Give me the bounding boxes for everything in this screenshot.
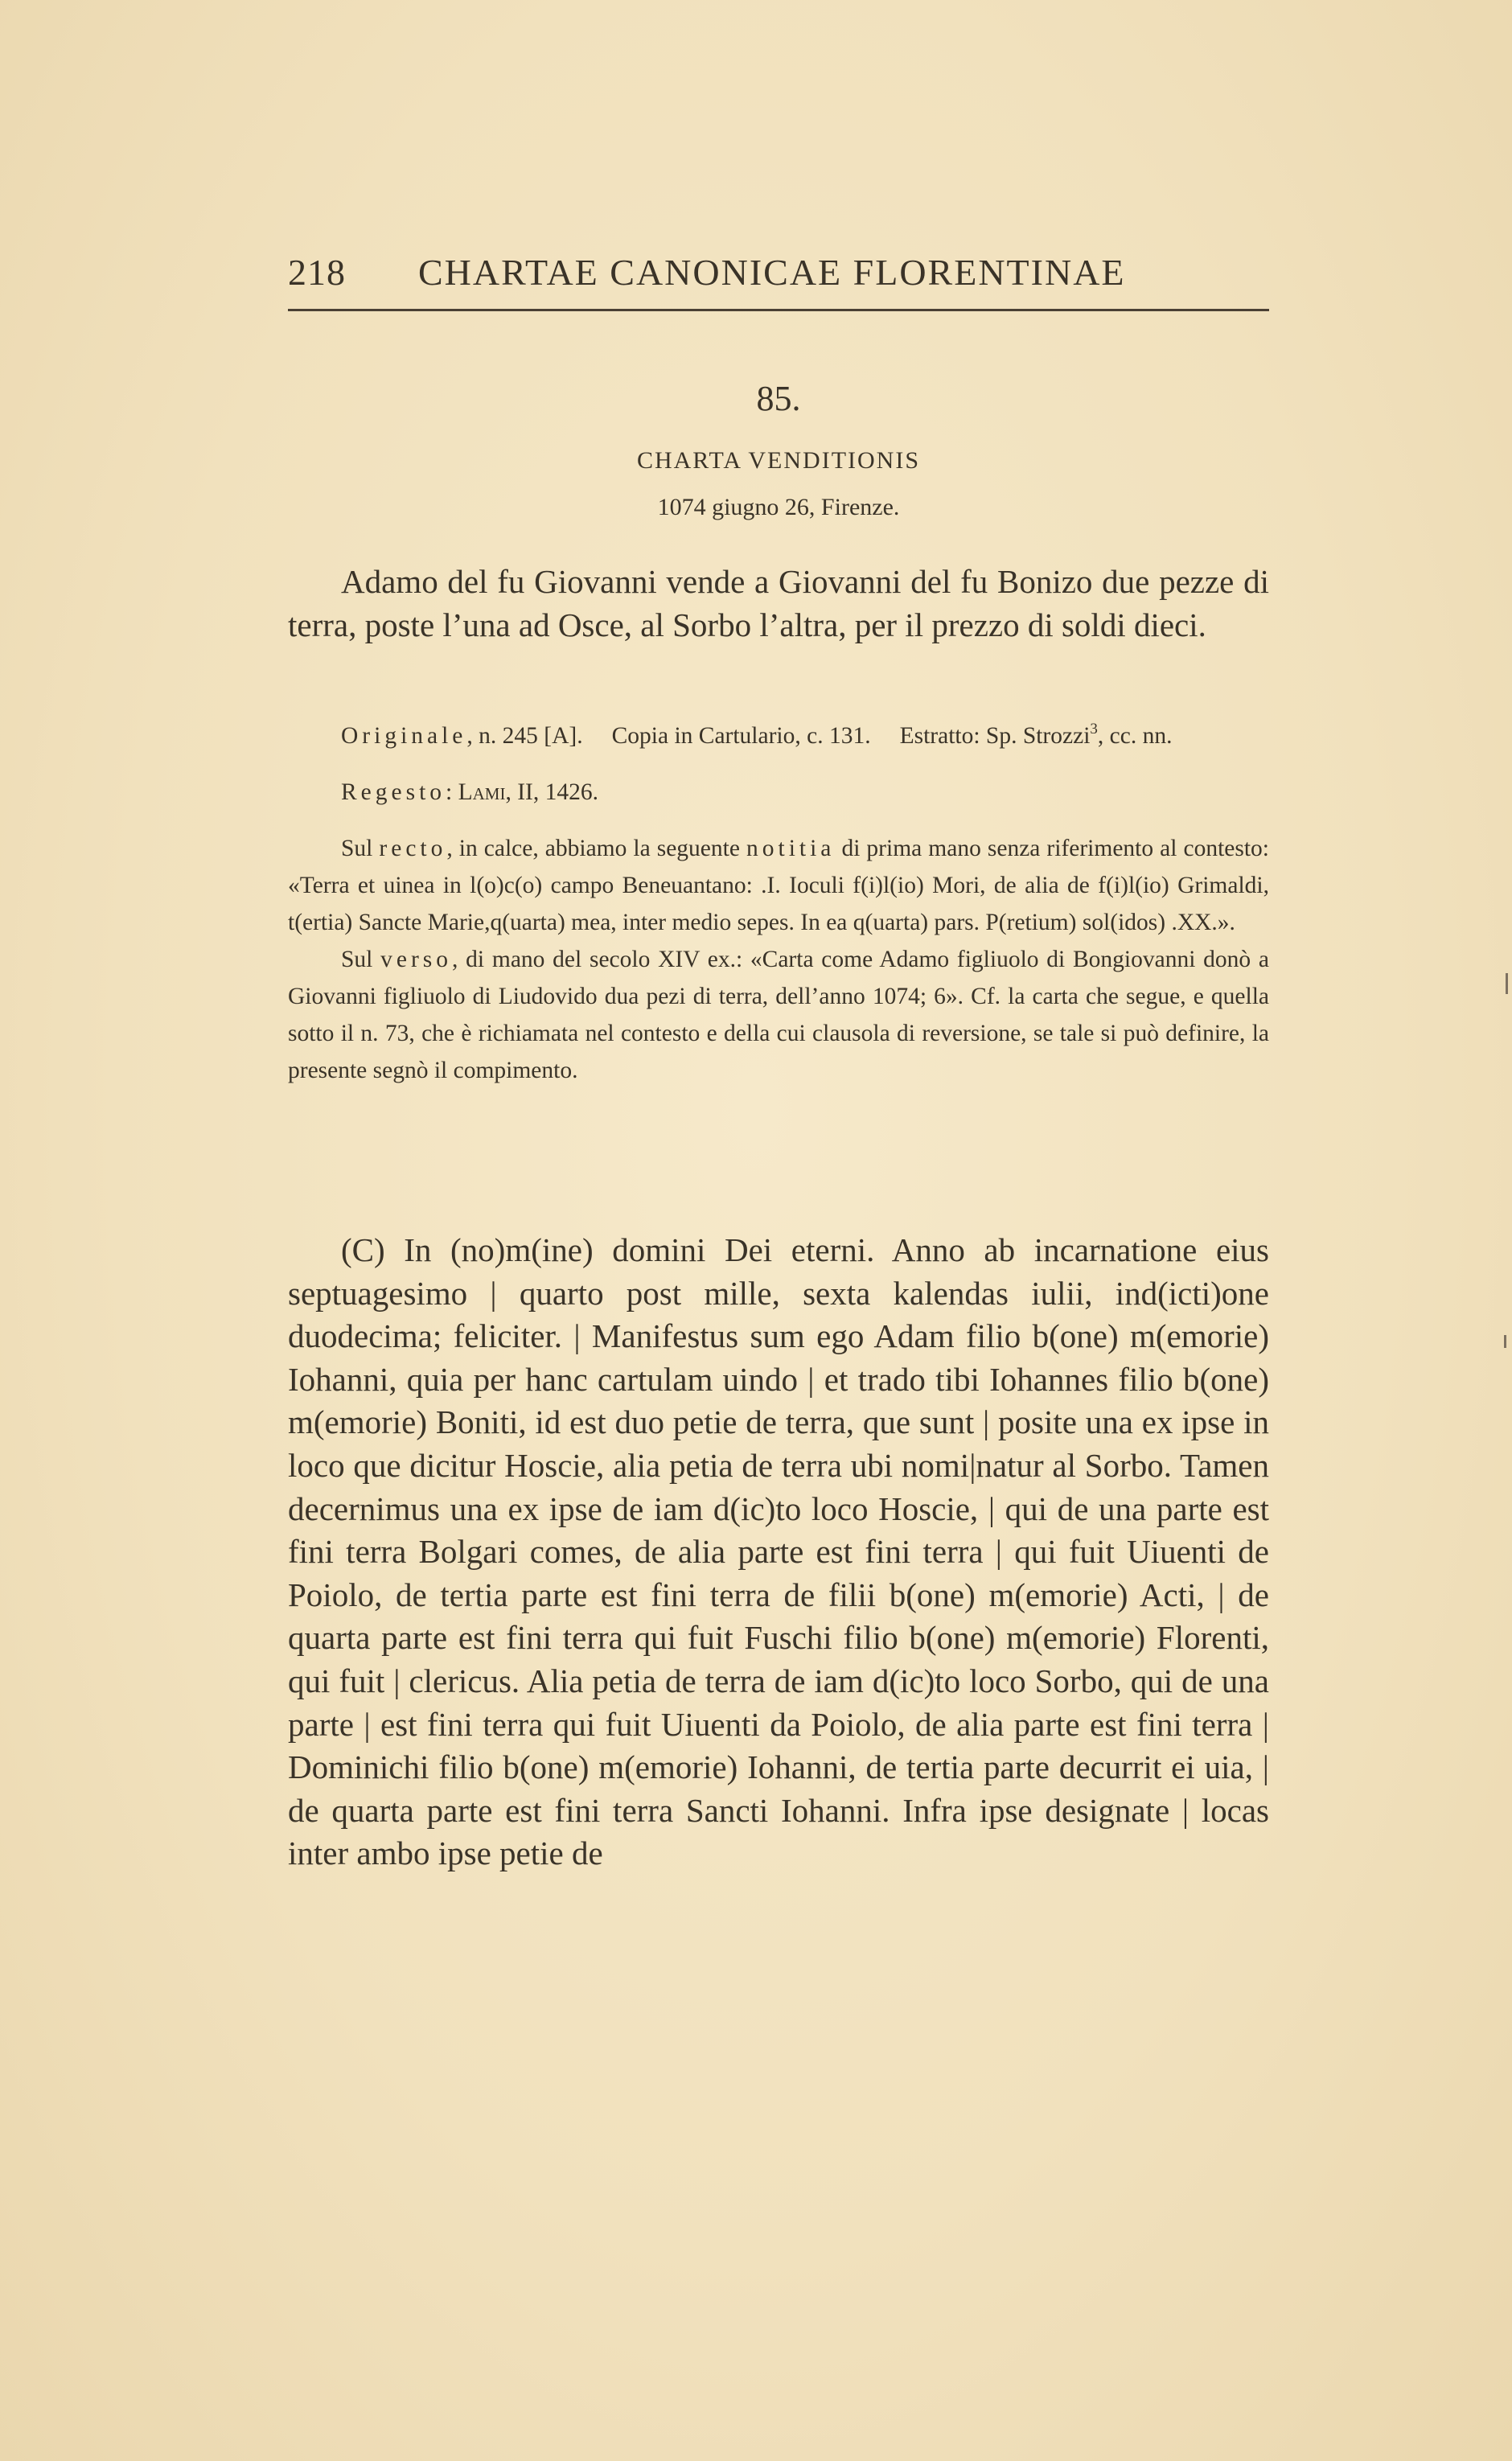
copia-text: Copia in Cartulario, c. 131. xyxy=(611,723,871,749)
verso-text: , di mano del secolo XIV ex.: «Carta come Adamo figliuolo di Bongiovanni donò a Giovanni figliuolo di Liudovido dua pezi di terra, dell’anno 1074; 6». Cf. la carta che segue, e quella sotto il n. 73, che è richiamata nel contesto e della cui clausola di reversione, se tale si può definire, la presente segnò il compimento. xyxy=(288,947,1270,1083)
document-abstract: Adamo del fu Giovanni vende a Giovanni del fu Bonizo due pezze di terra, poste l’una ad Osce, al Sorbo l’altra, per il prezzo di soldi dieci. xyxy=(288,563,1269,643)
margin-mark xyxy=(1504,1335,1506,1348)
regesto-text: , II, 1426. xyxy=(505,779,599,805)
running-title: CHARTAE CANONICAE FLORENTINAE xyxy=(418,252,1126,293)
verso-note xyxy=(288,941,1269,1089)
verso-intro: Sul xyxy=(341,947,373,972)
regesto-colon: : xyxy=(446,779,453,805)
notitia-word: notitia xyxy=(746,836,836,861)
estratto-superscript: 3 xyxy=(1090,721,1098,737)
book-page xyxy=(288,225,1269,2284)
originale-text: , n. 245 [A]. xyxy=(466,723,583,749)
margin-mark xyxy=(1506,973,1508,994)
recto-intro: Sul xyxy=(341,836,373,861)
document-number: 85. xyxy=(756,379,801,418)
regesto-label: Regesto xyxy=(341,779,446,805)
estratto-text: Estratto: Sp. Strozzi xyxy=(899,723,1091,749)
regesto-note xyxy=(288,774,1269,811)
critical-notes xyxy=(288,717,1269,1089)
charter-transcription: (C) In (no)m(ine) domini Dei eterni. Anno ab incarnatione eius septuagesimo | quarto post mille, sexta kalendas iulii, ind(icti)one duodecima; feliciter. | Manifestus sum ego Adam filio b(one) m(emorie) Iohanni, quia per hanc cartulam uindo | et trado tibi Iohannes filio b(one) m(emorie) Boniti, id est duo petie de terra, que sunt | posite una ex ipse in loco que dicitur Hoscie, alia petia de terra ubi nomi|natur al Sorbo. Tamen decernimus una ex ipse de iam d(ic)to loco Hoscie, | qui de una parte est fini terra Bolgari comes, de alia parte est fini terra | qui fuit Uiuenti de Poiolo, de tertia parte est fini terra de filii b(one) m(emorie) Acti, | de quarta parte est fini terra qui fuit Fuschi filio b(one) m(emorie) Florenti, qui fuit | clericus. Alia petia de terra de iam d(ic)to loco Sorbo, qui de una parte | est fini terra qui fuit Uiuenti da Poiolo, de alia parte est fini terra | Dominichi filio b(one) m(emorie) Iohanni, de tertia parte decurrit ei uia, | de quarta parte est fini terra Sancti Iohanni. Infra ipse designate | locas inter ambo ipse petie de xyxy=(288,1231,1269,1872)
regesto-author: Lami xyxy=(458,779,506,805)
document-date-place: 1074 giugno 26, Firenze. xyxy=(657,494,900,520)
recto-text: di prima mano senza riferimento al contesto: «Terra et uinea in l(o)c(o) campo Beneuantano: .I. Ioculi f(i)l(io) Mori, de alia de f(i)l(io) Grimaldi, t(ertia) Sancte Marie,q(uarta) mea, inter medio sepes. In ea q(uarta) pars. P(retium) sol(idos) .XX.». xyxy=(288,836,1270,935)
recto-note xyxy=(288,830,1269,941)
tradition-note xyxy=(288,717,1269,754)
recto-mid: , in calce, abbiamo la seguente xyxy=(446,836,740,861)
originale-label: Originale xyxy=(341,723,467,749)
page-number: 218 xyxy=(288,252,346,293)
document-type: CHARTA VENDITIONIS xyxy=(636,447,921,474)
estratto-tail: , cc. nn. xyxy=(1097,723,1173,749)
running-head xyxy=(288,241,1269,311)
recto-word: recto xyxy=(379,836,447,861)
verso-word: verso xyxy=(380,947,453,972)
